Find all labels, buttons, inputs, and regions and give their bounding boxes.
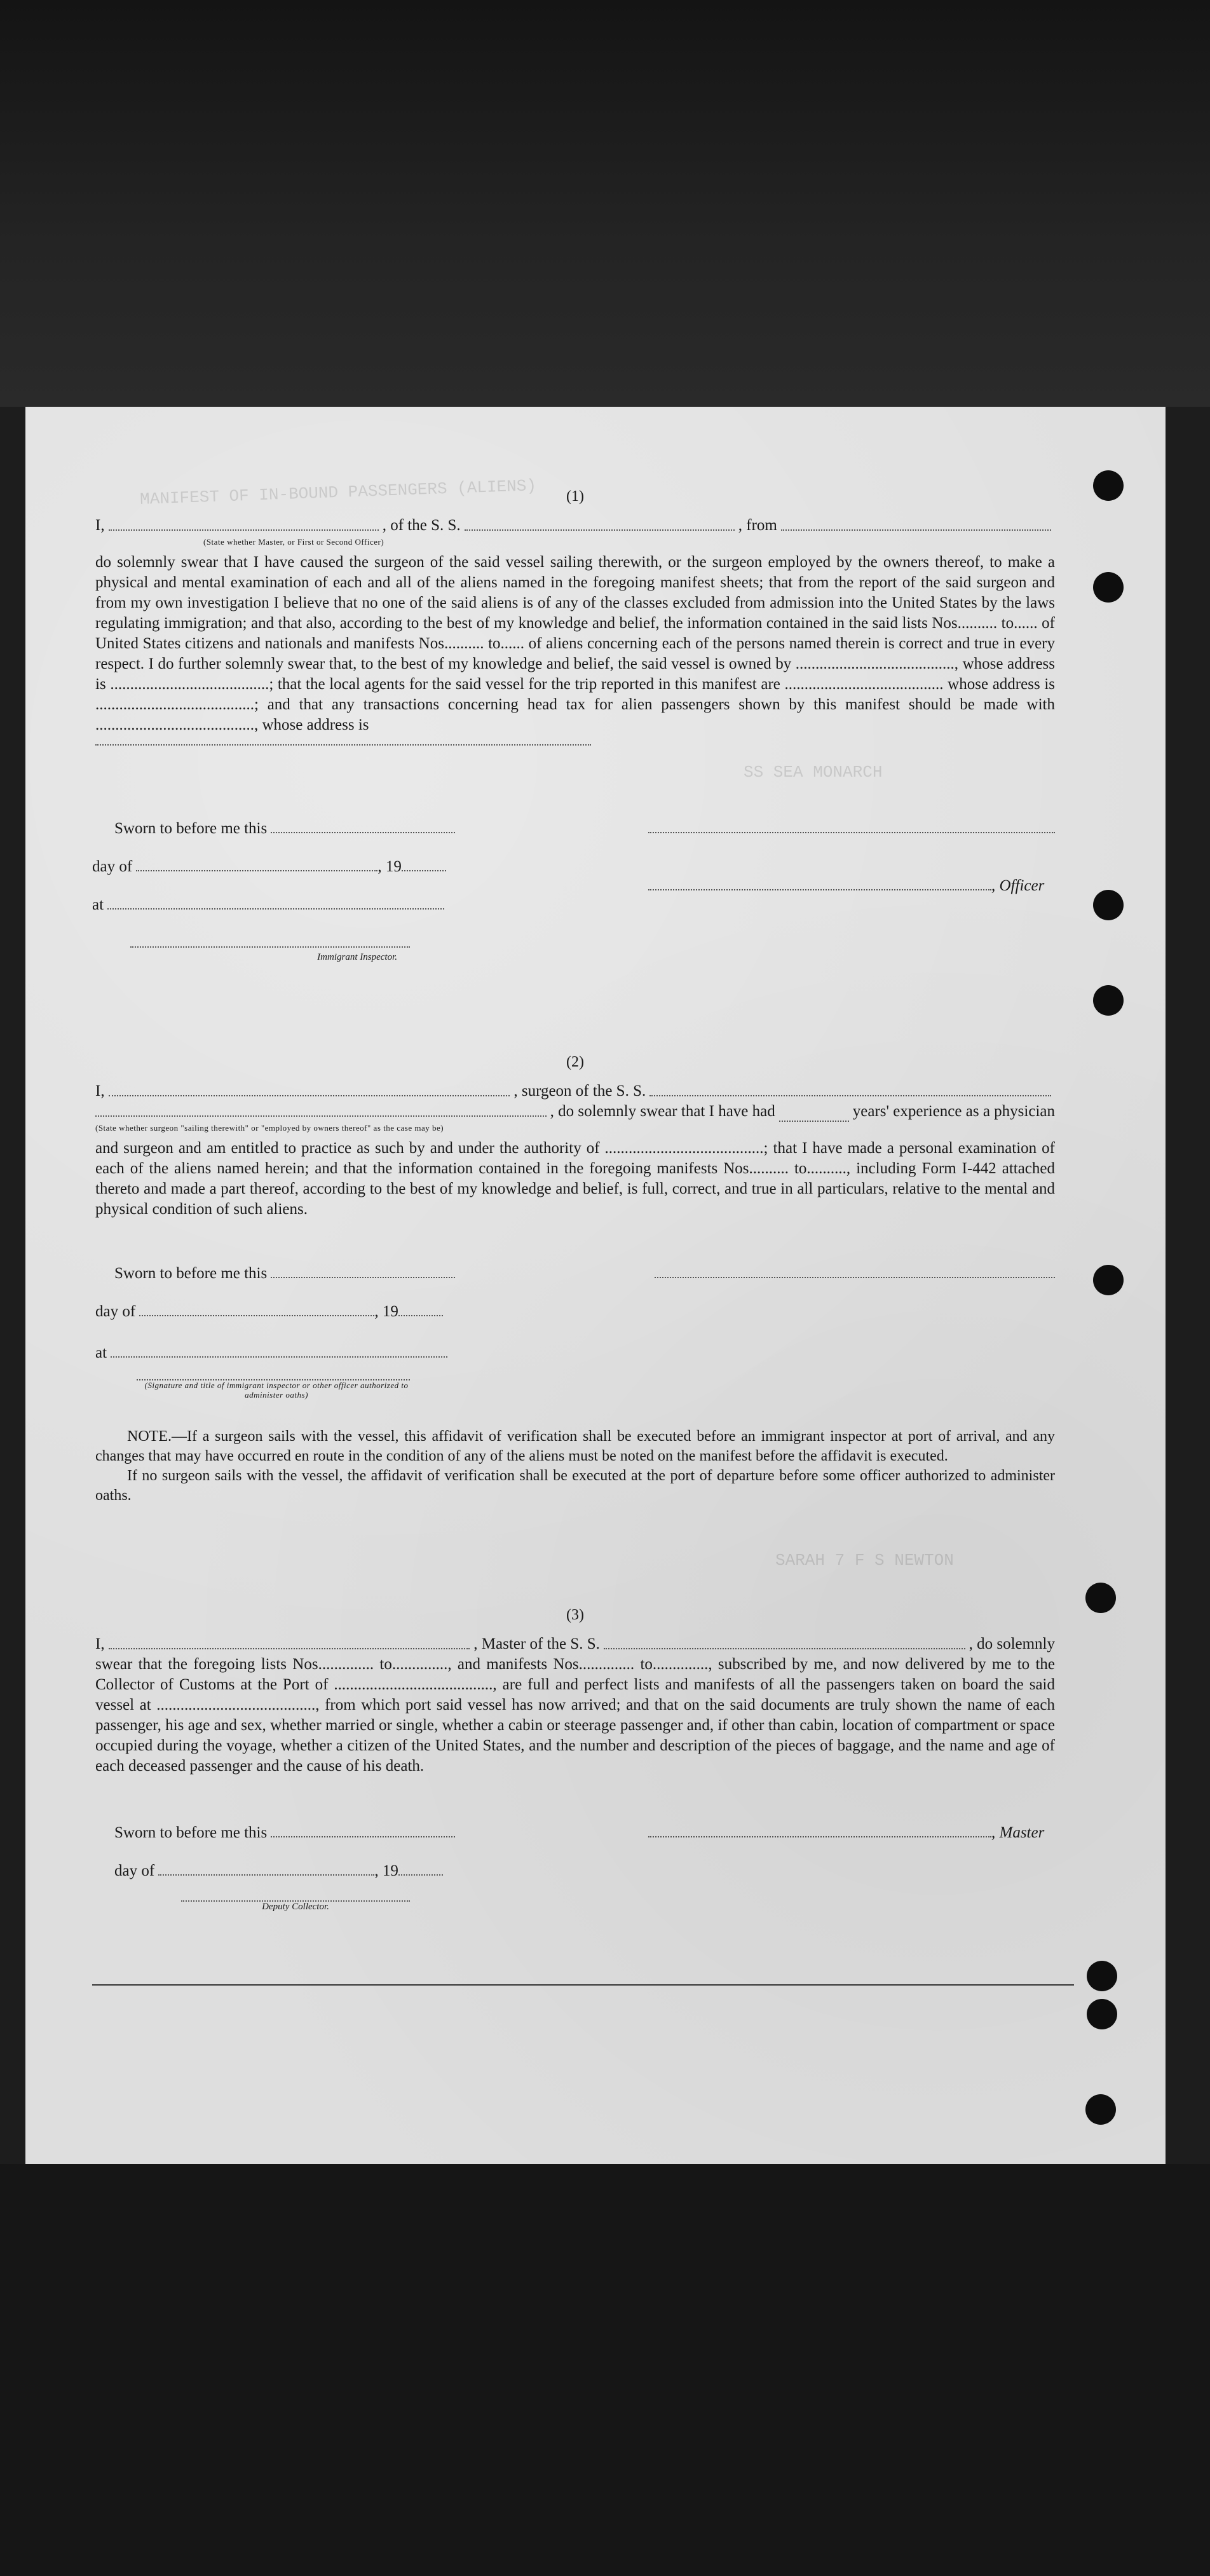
sworn-line: Sworn to before me this xyxy=(114,1824,455,1842)
vessel-blank[interactable] xyxy=(649,1081,1051,1096)
vessel-blank[interactable] xyxy=(604,1634,965,1649)
day-of-line: day of , 19 xyxy=(114,1862,443,1880)
oath-line: I, , of the S. S. , from xyxy=(95,515,1055,536)
affidavit-body: and surgeon and am entitled to practice as such by and under the authority of ........................................; that I have made a personal examination of each of the aliens named herein; and that the information contained in the foregoing manifests Nos.......... to.........., including Form I-442 attached thereto and made a part thereof, according to the best of my knowledge and belief, is full, correct, and true in all particulars, relative to the mental and physical condition of such aliens. xyxy=(95,1140,1055,1218)
year-blank[interactable] xyxy=(398,1874,443,1876)
affidavit-body: do solemnly swear that I have caused the surgeon of the said vessel sailing therewith, or the surgeon employed by the owners thereof, to make a physical and mental examination of each and all of the aliens named in the foregoing manifest sheets; that from the report of the said surgeon and from my own investigation I believe that no one of the said aliens is of any of the classes excluded from admission into the United States by the laws regulating immigration; and that also, according to the best of my knowledge and belief, the information contained in the said lists Nos.......... to...... of United States citizens and nationals and manifests Nos.......... to...... of aliens concerning each of the persons named therein is correct and true in every respect. I do further solemnly swear that, to the best of my knowledge and belief, the said vessel is owned by ........................................, whose address is ........................................; that the local agents for the said vessel for the trip reported in this manifest are ........................................ whose address is ........................................; and that any transactions concerning head tax for alien passengers shown by this manifest should be made with ........................................, whose address is xyxy=(95,554,1055,733)
name-blank[interactable] xyxy=(109,1634,470,1649)
at-line: at xyxy=(95,1344,447,1362)
punch-hole xyxy=(1085,1583,1116,1613)
punch-hole xyxy=(1087,1999,1117,2029)
oath-line: I, , surgeon of the S. S. xyxy=(95,1081,1055,1101)
signature-blank[interactable] xyxy=(648,832,1055,833)
year-blank[interactable] xyxy=(402,870,446,871)
officer-signature: (Signature and title of immigrant inspector or other officer authorized to administer oaths) xyxy=(137,1379,416,1400)
bleed-through-text: SARAH 7 F S NEWTON xyxy=(775,1551,954,1570)
day-of-line: day of , 19 xyxy=(95,1303,443,1321)
note-block xyxy=(95,1427,1055,1506)
section-number: (3) xyxy=(566,1607,584,1623)
officer-line: , Officer xyxy=(648,877,1044,895)
punch-hole xyxy=(1093,572,1124,603)
status-blank[interactable] xyxy=(95,1101,547,1117)
oath-body: swear that the foregoing lists Nos.............. to.............., and manifests Nos.............. to.............., subscribed by me, and now delivered by me to the Collector of Customs at the Port of ........................................, are full and perfect lists and manifests of all the passengers taken on board the said vessel at ........................................, from which port said vessel has now arrived; and that on the said documents are truly shown the name of each passenger, his age and sex, whether married or single, whether a cabin or steerage passenger and, if other than cabin, location of compartment or space occupied during the voyage, whether a citizen of the United States, and the number and description of the pieces of baggage, and the name and age of each deceased passenger and the cause of his death. xyxy=(95,1656,1055,1775)
sworn-line: Sworn to before me this xyxy=(114,820,455,838)
punch-hole xyxy=(1093,1265,1124,1295)
inspector-signature: Immigrant Inspector. xyxy=(130,934,410,963)
oath-line-2: , do solemnly swear that I have had years' experience as a physician xyxy=(95,1101,1055,1122)
note-no-surgeon: If no surgeon sails with the vessel, the affidavit of verification shall be executed at the port of departure before some officer authorized to administer oaths. xyxy=(95,1468,1055,1504)
from-blank[interactable] xyxy=(781,515,1051,531)
note-surgeon-sails: NOTE.—If a surgeon sails with the vessel, this affidavit of verification shall be executed before an immigrant inspector at port of arrival, and any changes that may have occurred en route in the condition of any of the aliens must be noted on the manifest before the affidavit is executed. xyxy=(95,1428,1055,1464)
sworn-blank[interactable] xyxy=(271,1277,455,1278)
section-1-master-affidavit xyxy=(95,486,1055,746)
sworn-line: Sworn to before me this xyxy=(114,1265,455,1283)
vessel-blank[interactable] xyxy=(465,515,735,531)
oath-line: I, , Master of the S. S. , do solemnly xyxy=(95,1635,1056,1653)
at-blank[interactable] xyxy=(107,908,444,910)
punch-hole xyxy=(1087,1961,1117,1991)
scanner-background-bottom xyxy=(0,2164,1210,2576)
punch-hole xyxy=(1093,985,1124,1016)
section-2-surgeon-affidavit xyxy=(95,1052,1055,1220)
master-blank[interactable] xyxy=(648,1836,991,1837)
signature-blank[interactable] xyxy=(655,1277,1055,1278)
section-number: (1) xyxy=(566,488,584,505)
sworn-blank[interactable] xyxy=(271,832,455,833)
scanner-background-top xyxy=(0,0,1210,407)
day-blank[interactable] xyxy=(158,1874,374,1876)
at-blank[interactable] xyxy=(111,1356,447,1358)
day-of-line: day of , 19 xyxy=(92,858,446,876)
caption: (State whether surgeon "sailing therewith" or "employed by owners thereof" as the case may be) xyxy=(95,1123,444,1133)
officer-blank[interactable] xyxy=(648,889,991,890)
name-blank[interactable] xyxy=(109,1081,510,1096)
sworn-blank[interactable] xyxy=(271,1836,455,1837)
section-3-master-oath xyxy=(95,1605,1055,1776)
day-blank[interactable] xyxy=(139,1315,374,1316)
surgeon-signature-line xyxy=(655,1265,1055,1283)
bottom-rule xyxy=(92,1984,1074,1986)
year-blank[interactable] xyxy=(398,1315,443,1316)
caption: (State whether Master, or First or Second Officer) xyxy=(203,537,384,547)
bleed-through-text: MANIFEST OF IN-BOUND PASSENGERS (ALIENS) xyxy=(139,476,537,509)
punch-hole xyxy=(1093,890,1124,920)
sworn-signature-line xyxy=(648,820,1055,838)
section-number: (2) xyxy=(566,1054,584,1070)
day-blank[interactable] xyxy=(136,870,377,871)
inspector-blank[interactable] xyxy=(130,946,410,948)
name-blank[interactable] xyxy=(109,515,379,531)
master-line: , Master xyxy=(648,1824,1044,1842)
punch-hole xyxy=(1093,470,1124,501)
punch-hole xyxy=(1085,2094,1116,2125)
at-line: at xyxy=(92,896,444,914)
collector-signature: Deputy Collector. xyxy=(181,1900,410,1912)
bleed-through-text: SS SEA MONARCH xyxy=(744,763,883,782)
years-blank[interactable] xyxy=(779,1101,849,1122)
address-blank[interactable] xyxy=(95,735,591,746)
